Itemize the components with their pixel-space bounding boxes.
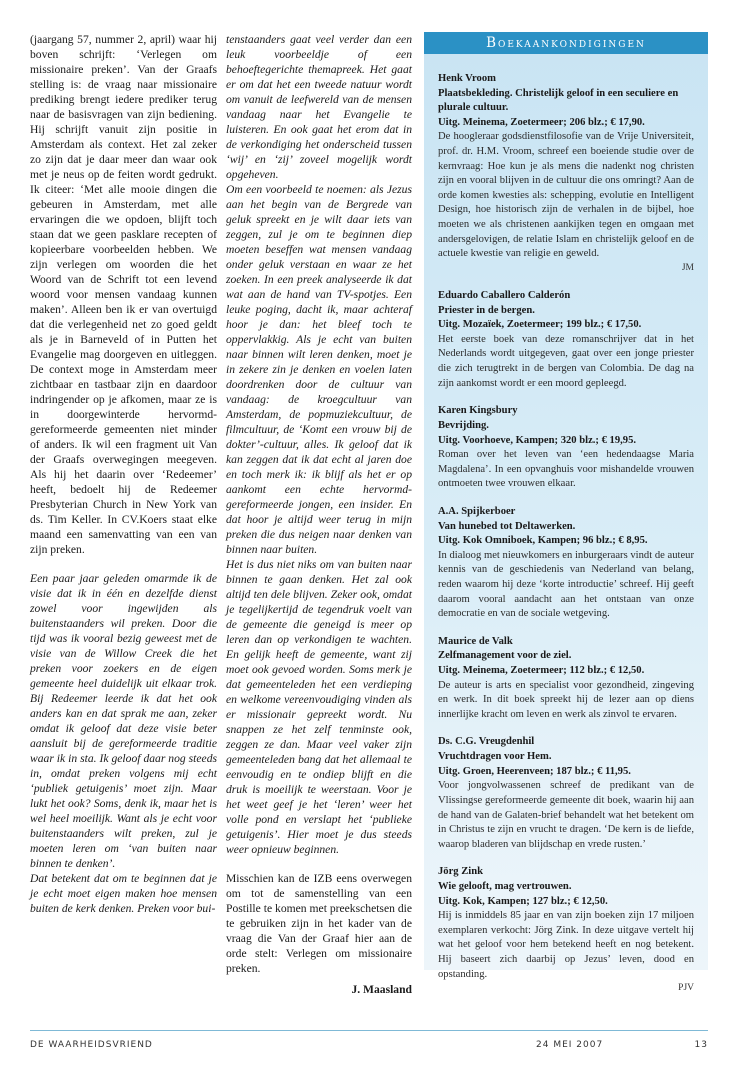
sidebar-header: Boekaankondigingen [424,32,708,54]
book-description: Hij is inmiddels 85 jaar en van zijn boeken zijn 17 miljoen exemplaren verkocht: Jörg Zink. In deze uitgave vertelt hij wat het geloof voor hem betekend heeft en nog betekent. Hij baseert zich daarbij op Jezus’ leven, dood en opstanding. [438,910,694,980]
page-number: 13 [694,1040,708,1050]
book-publisher: Uitg. Mozaïek, Zoetermeer; 199 blz.; € 17,50. [438,319,642,331]
book-publisher: Uitg. Meinema, Zoetermeer; 112 blz.; € 12,50. [438,665,645,677]
book-author: Henk Vroom [438,73,496,84]
book-entry [438,404,694,492]
book-entry [438,635,694,723]
book-entry [438,865,694,995]
book-publisher: Uitg. Voorhoeve, Kampen; 320 blz.; € 19,95. [438,434,637,446]
book-description: Voor jongvolwassenen schreef de predikant van de Vlissingse gereformeerde gemeente dit boek, waarin hij aan de hand van de Galaten-brief behandelt wat het betekent om in Christus te zijn en vrucht te dragen. ‘De kern is de liefde, waarop bladeren van blijdschap en vrede rusten.’ [438,780,694,850]
book-author: Jörg Zink [438,866,484,878]
book-title: Van hunebed tot Deltawerken. [438,520,576,532]
book-title: Vruchtdragen voor Hem. [438,751,552,763]
book-description: Het eerste boek van deze romanschrijver dat in het Nederlands wordt uitgegeven, gaat over een jonge priester die zich terugtrekt in de bergen van Colombia. De dag na zijn aankomst wordt er een moord gepleegd. [438,333,694,389]
book-description: In dialoog met nieuwkomers en inburgeraars vindt de auteur kennis van de geschiedenis van Nederland van belang, reden waarom hij deze ‘korte introductie’ schreef. Hij geeft daarom vooral aandacht aan het ontstaan van onze democratie en van de sociale wetgeving. [438,549,694,620]
book-publisher: Uitg. Meinema, Zoetermeer; 206 blz.; € 17,90. [438,116,645,128]
book-title: Plaatsbekleding. Christelijk geloof in een seculiere en plurale cultuur. [438,87,679,114]
quote-paragraph: tenstaanders gaat veel verder dan een leuk voorbeeldje of een behoeftegerichte themapreek. Het gaat er om dat het een tweede natuur wordt om vanuit de leefwereld van de mensen vandaag naar het Evangelie te luisteren. En ook gaat het erom dat in de verkondiging het onderscheid tussen ‘wij’ en ‘zij’ zoveel mogelijk wordt opgeheven. [226,33,412,181]
book-author: Eduardo Caballero Calderón [438,290,571,302]
page-footer [30,1030,708,1050]
book-description: De hoogleraar godsdienstfilosofie van de Vrije Universiteit, prof. dr. H.M. Vroom, schreef een boeiende studie over de kernvraag: Hoe kun je als mens die nadenkt nog christen zijn en vooral blijven in de cultuur die ons omringt? Aan de orde komen kwesties als: schepping, evolutie en Intelligent Design, hoe historisch zijn de verhalen in de bijbel, hoe moeten we als christenen aankijken tegen en omgaan met andersgelovigen, de relatie Islam en christelijk geloof en de actuele kwestie van religie en geweld. [438,131,694,260]
book-description: De auteur is arts en specialist voor gezondheid, zingeving en werk. In dit boek spreekt hij de lezer aan op diens innerlijke kracht om leven en werk als zinvol te ervaren. [438,679,694,720]
book-publisher: Uitg. Groen, Heerenveen; 187 blz.; € 11,95. [438,765,631,777]
book-publisher: Uitg. Kok Omniboek, Kampen; 96 blz.; € 8,95. [438,535,648,547]
quote-paragraph: Dat betekent dat om te beginnen dat je je echt moet eigen maken hoe mensen buiten de kerk denken. Preken voor bui- [30,872,217,915]
article-paragraph: (jaargang 57, nummer 2, april) waar hij boven schrijft: ‘Verlegen om missionaire preken’. Van der Graafs stelling is: de vraag naar missionaire prediking brengt iedere prediker terug naar de basisvragen van zijn bediening. Hij schrijft vanuit zijn positie in Amsterdam als context. Het zal zeker zo zijn dat je daar meer dan waar ook met je neus op de feiten wordt gedrukt. Ik citeer: ‘Met alle mooie dingen die gebeuren in Amsterdam, met alle ervaringen die we opdoen, blijft toch staan dat we geen pasklare recepten of kopieerbare voorbeelden hebben. We zijn verlegen om woorden die het Woord van de Schrift tot een levend woord voor mensen vandaag kunnen maken’. Alleen ben ik er van overtuigd dat die verlegenheid net zo goed geldt als je in Barneveld of in Putten het Evangelie mag doorgeven en uitleggen. De context moge in Amsterdam meer zichtbaar en tastbaar zijn en daardoor indringender op je afkomen, maar ze is in doorgewinterde hervormd-gereformeerde gemeenten niet minder of anders. Ik wil een fragment uit Van der Graafs overwegingen meegeven. Als hij het daarin over ‘Redeemer’ heeft, bedoelt hij de Redeemer Presbyterian Church in New York van ds. Tim Keller. In CV.Koers staat elke maand een samenvatting van een van zijn preken. [30,33,217,556]
book-publisher: Uitg. Kok, Kampen; 127 blz.; € 12,50. [438,895,608,907]
issue-date: 24 MEI 2007 [536,1040,604,1050]
book-title: Zelfmanagement voor de ziel. [438,650,572,662]
article-column-1 [30,32,217,970]
quote-paragraph: Een paar jaar geleden omarmde ik de visie dat ik in één en dezelfde dienst zowel voor ingewijden als buitenstaanders wil preken. Door die tijd was ik vooral bezig geweest met de visie van de Willow Creek die het preken voor zoekers en de eigen gemeente heel duidelijk uit elkaar trok. Bij Redeemer leerde ik dat het ook anders kan en dat sprak me aan, zeker omdat ik geloof dat deze visie beter aansluit bij de gereformeerde traditie waar ik in sta. Ik geloof daar nog steeds in, omdat preken volgens mij echt ‘publiek getuigenis’ moet zijn. Maar lukt het ook? Soms, denk ik, maar het is wel heel moeilijk. Want als je echt voor buitenstaanders wilt preken, zul je moeten leren om ‘van buiten naar binnen te denken’. [30,572,217,870]
book-title: Wie gelooft, mag vertrouwen. [438,880,572,892]
article-paragraph: Misschien kan de IZB eens overwegen om tot de samenstelling van een Postille te komen met preekschetsen die te gebruiken zijn in het kader van de vraag die Van der Graaf hier aan de orde stelt: Verlegen om missionaire preken. [226,872,412,975]
publication-name: DE WAARHEIDSVRIEND [30,1040,153,1050]
book-description: Roman over het leven van ‘een hedendaagse Maria Magdalena’. In een opvanghuis voor mishandelde vrouwen ontmoeten twee vrouwen elkaar. [438,449,694,490]
quote-paragraph: Om een voorbeeld te noemen: als Jezus aan het begin van de Bergrede van geluk spreekt en je wilt daar iets van zeggen, zul je om te beginnen diep moeten beseffen wat mensen vandaag onder geluk verstaan en waar ze het zoeken. In een preek analyseerde ik dat wat aan de hand van TV-spotjes. Een leuke poging, dacht ik, maar achteraf hoor je dan: het bleef toch te oppervlakkig. Als je echt van buiten naar binnen wilt leren denken, moet je in zekere zin je denken en voelen laten doordrenken door de cultuur van vandaag: de kroegcultuur van Amsterdam, de popmuziekcultuur, de filmcultuur, de ‘Komt een vrouw bij de dokter’-cultuur, alles. Ik geloof dat ik kan zeggen dat ik dat echt al jaren doe en toch merk ik: ik blijf als het er op aankomt een echte hervormd-gereformeerde jongen, een insider. En dat hoor je altijd weer terug in mijn preken die dus neigen naar denken van binnen naar buiten. [226,183,412,556]
article-column-2 [226,32,412,996]
book-announcements-sidebar [424,32,708,994]
author-signature: J. Maasland [351,983,412,996]
book-author: Maurice de Valk [438,635,513,647]
book-author: Ds. C.G. Vreugdenhil [438,736,535,748]
book-entry [438,735,694,852]
book-title: Bevrijding. [438,419,489,431]
book-entry [438,505,694,622]
book-title: Priester in de bergen. [438,304,535,316]
reviewer-initials: JM [681,262,694,273]
reviewer-initials: PJV [678,983,694,994]
quote-paragraph: Het is dus niet niks om van buiten naar binnen te gaan denken. Het zal ook altijd ten dele blijven. Zeker ook, omdat je tegelijkertijd de tegendruk voelt van de gemeente die geneigd is meer op leren dan op verkondigen te wachten. En gelijk heeft de gemeente, want zij moet ook gevoed worden. Soms merk je dat gemeenteleden het een verdieping en welkome vereenvoudiging vinden als er missionair gepreekt wordt. Nu snappen ze het zelf tenminste ook, zeggen ze dan. Maar veel vaker zijn gemeenteleden bang dat het allemaal te eenvoudig en te ondiep blijft en die druk is moeilijk te weerstaan. Voor je het weet geef je het ‘leren’ weer het volle pond en verslapt het ‘publieke getuigenis’. Hier moet je dus steeds weer opnieuw beginnen. [226,558,412,856]
book-entry [438,72,694,275]
book-author: A.A. Spijkerboer [438,505,516,517]
book-entry [438,289,694,391]
book-author: Karen Kingsbury [438,405,518,417]
